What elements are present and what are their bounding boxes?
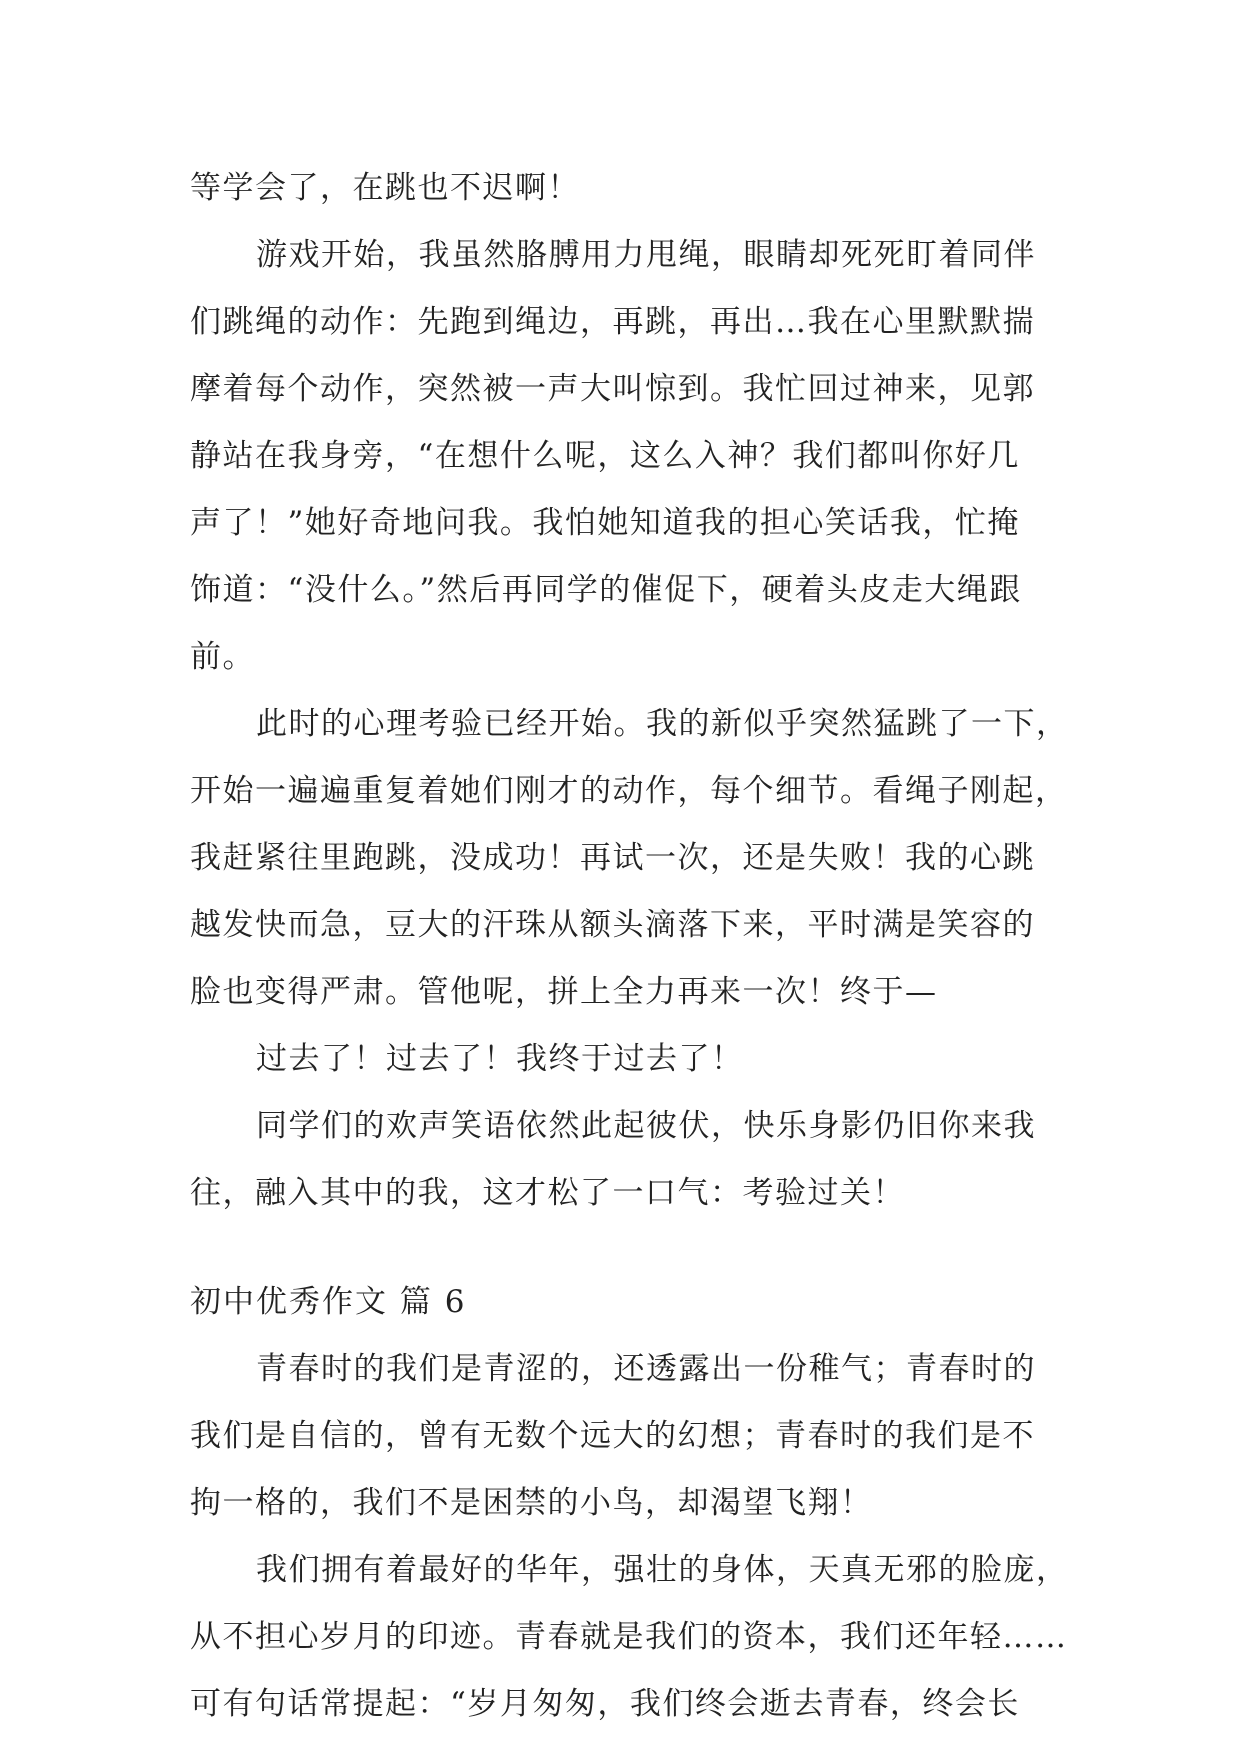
text-line: 我们拥有着最好的华年，强壮的身体，天真无邪的脸庞， [256,1552,1069,1588]
text-line: 摩着每个动作，突然被一声大叫惊到。我忙回过神来，见郭 [190,371,1035,407]
text-line: 从不担心岁月的印迹。青春就是我们的资本，我们还年轻…… [190,1619,1068,1655]
essay-section-2 [190,1336,1069,1738]
text-line: 静站在我身旁，“在想什么呢，这么入神？我们都叫你好几 [190,438,1020,474]
text-line: 可有句话常提起：“岁月匆匆，我们终会逝去青春，终会长 [190,1686,1020,1722]
text-line: 我们是自信的，曾有无数个远大的幻想；青春时的我们是不 [190,1418,1035,1454]
essay-body [190,155,1069,1738]
text-line: 开始一遍遍重复着她们刚才的动作，每个细节。看绳子刚起， [190,773,1068,809]
text-line: 声了！”她好奇地问我。我怕她知道我的担心笑话我，忙掩 [190,505,1020,541]
text-line: 等学会了，在跳也不迟啊！ [190,170,580,206]
text-line: 此时的心理考验已经开始。我的新似乎突然猛跳了一下， [256,706,1069,742]
section-heading: 初中优秀作文 篇 6 [190,1284,467,1320]
text-line: 过去了！过去了！我终于过去了！ [256,1041,744,1077]
text-line: 们跳绳的动作：先跑到绳边，再跳，再出…我在心里默默揣 [190,304,1035,340]
text-line: 前。 [190,639,255,675]
text-line: 游戏开始，我虽然胳膊用力甩绳，眼睛却死死盯着同伴 [256,237,1036,273]
text-line: 越发快而急，豆大的汗珠从额头滴落下来，平时满是笑容的 [190,907,1035,943]
essay-section-1 [190,155,1069,1227]
text-line: 同学们的欢声笑语依然此起彼伏，快乐身影仍旧你来我 [256,1108,1036,1144]
text-line: 饰道：“没什么。”然后再同学的催促下，硬着头皮走大绳跟 [190,572,1022,608]
text-line: 拘一格的，我们不是困禁的小鸟，却渴望飞翔！ [190,1485,873,1521]
text-line: 青春时的我们是青涩的，还透露出一份稚气；青春时的 [256,1351,1036,1387]
text-line: 我赶紧往里跑跳，没成功！再试一次，还是失败！我的心跳 [190,840,1035,876]
text-line: 往，融入其中的我，这才松了一口气：考验过关！ [190,1175,905,1211]
text-line: 脸也变得严肃。管他呢，拼上全力再来一次！终于— [190,974,938,1010]
